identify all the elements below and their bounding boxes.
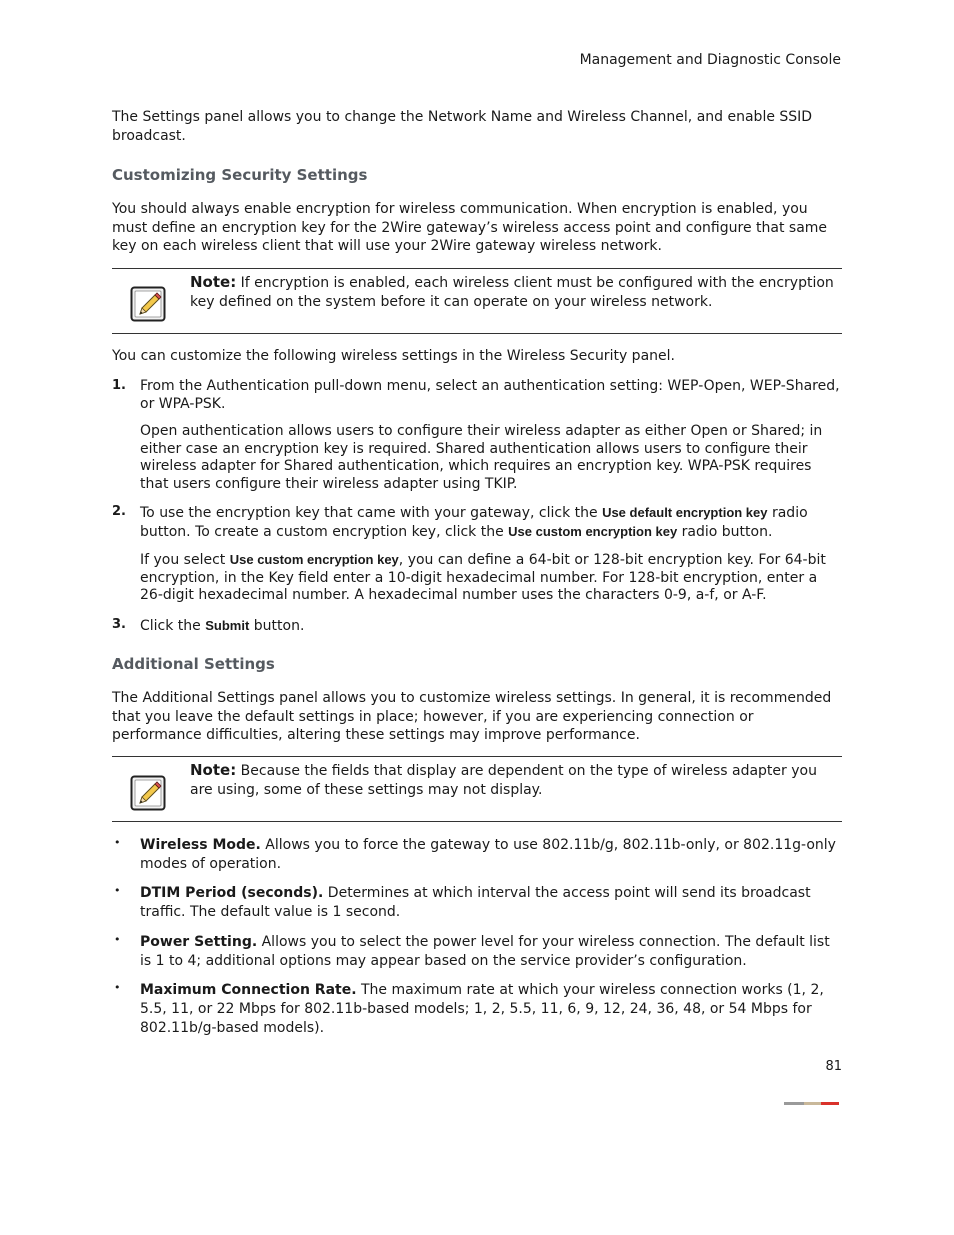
step-text-part: radio button. To create a custom encryption key, click the [140,505,808,540]
step-text [140,617,842,636]
step-text-part: To use the encryption key that came with your gateway, click the [140,505,603,521]
bullet-text [140,836,842,874]
note-body: If encryption is enabled, each wireless client must be configured with the encryption key defined on the system before it can operate on your wireless network. [190,275,834,310]
footer-bar-red [821,1102,839,1105]
step-text [140,504,842,541]
note-body: Because the fields that display are dependent on the type of wireless adapter you are using, some of these settings may not display. [190,763,817,798]
step-number: 3. [112,617,126,632]
bullet-term: Power Setting. [140,934,258,950]
step-text-part: If you select [140,552,230,568]
bullet-dot-icon: • [114,981,121,994]
ui-term-custom-key: Use custom encryption key [508,523,678,539]
note-pencil-icon [130,775,166,811]
additional-note [112,756,842,822]
footer-bar-gray [784,1102,804,1105]
security-note [112,268,842,334]
security-lead-in: You can customize the following wireless settings in the Wireless Security panel. [112,348,675,364]
ui-term-custom-key: Use custom encryption key [229,552,399,567]
step-text-part: , you can define a 64-bit or 128-bit encryption key. For 64-bit encryption, in the Key field enter a 10-digit hexadecimal number. For 128-bit encryption, enter a 26-digit hexadecimal number. A hexadecimal number uses the characters 0-9, a-f, or A-F. [140,552,826,603]
bullet-body: Allows you to select the power level for your wireless connection. The default list is 1 to 4; additional options may appear based on the service provider’s configuration. [140,934,830,969]
bullet-body: Determines at which interval the access point will send its broadcast traffic. The default value is 1 second. [140,885,811,920]
step-detail [140,551,842,605]
bullet-term: DTIM Period (seconds). [140,885,324,901]
step-detail: Open authentication allows users to configure their wireless adapter as either Open or Shared; in either case an encryption key is required. Shared authentication allows users to configure their wireless adapter for Shared authentication, which requires an encryption key. WPA-PSK requires that users configure their wireless adapter using TKIP. [140,423,823,492]
intro-paragraph: The Settings panel allows you to change the Network Name and Wireless Channel, and enable SSID broadcast. [112,109,813,144]
additional-note-text [190,761,838,800]
note-pencil-icon [130,286,166,322]
running-header: Management and Diagnostic Console [579,52,841,68]
security-note-text [190,273,838,312]
bullet-text [140,933,842,971]
additional-heading: Additional Settings [112,655,275,673]
step-text: From the Authentication pull-down menu, select an authentication setting: WEP-Open, WEP-Shared, or WPA-PSK. [140,378,840,412]
footer-bar-tan [804,1102,821,1105]
security-paragraph: You should always enable encryption for wireless communication. When encryption is enabled, you must define an encryption key for the 2Wire gateway’s wireless access point and configure that same key on each wireless client that will use your 2Wire gateway wireless network. [112,201,828,254]
note-label: Note: [190,273,237,291]
bullet-dot-icon: • [114,884,121,897]
note-label: Note: [190,761,237,779]
bullet-text [140,981,842,1038]
bullet-text [140,884,842,922]
additional-paragraph: The Additional Settings panel allows you to customize wireless settings. In general, it is recommended that you leave the default settings in place; however, if you are experiencing connection or performance difficulties, altering these settings may improve performance. [112,690,832,743]
step-text-part: Click the [140,618,206,634]
bullet-body: The maximum rate at which your wireless connection works (1, 2, 5.5, 11, or 22 Mbps for 802.11b-based models; 1, 2, 5.5, 11, 6, 9, 12, 24, 36, 48, or 54 Mbps for 802.11b/g-based models). [140,982,824,1036]
bullet-dot-icon: • [114,836,121,849]
security-heading: Customizing Security Settings [112,166,368,184]
step-text-part: button. [249,618,305,634]
ui-term-submit: Submit [205,618,250,633]
ui-term-default-key: Use default encryption key [602,505,768,520]
bullet-body: Allows you to force the gateway to use 802.11b/g, 802.11b-only, or 802.11g-only modes of operation. [140,837,836,872]
bullet-term: Maximum Connection Rate. [140,982,357,998]
bullet-term: Wireless Mode. [140,837,261,853]
page-number: 81 [825,1059,842,1074]
step-text-part: radio button. [677,523,773,540]
step-number: 1. [112,378,126,393]
step-number: 2. [112,504,126,519]
bullet-dot-icon: • [114,933,121,946]
